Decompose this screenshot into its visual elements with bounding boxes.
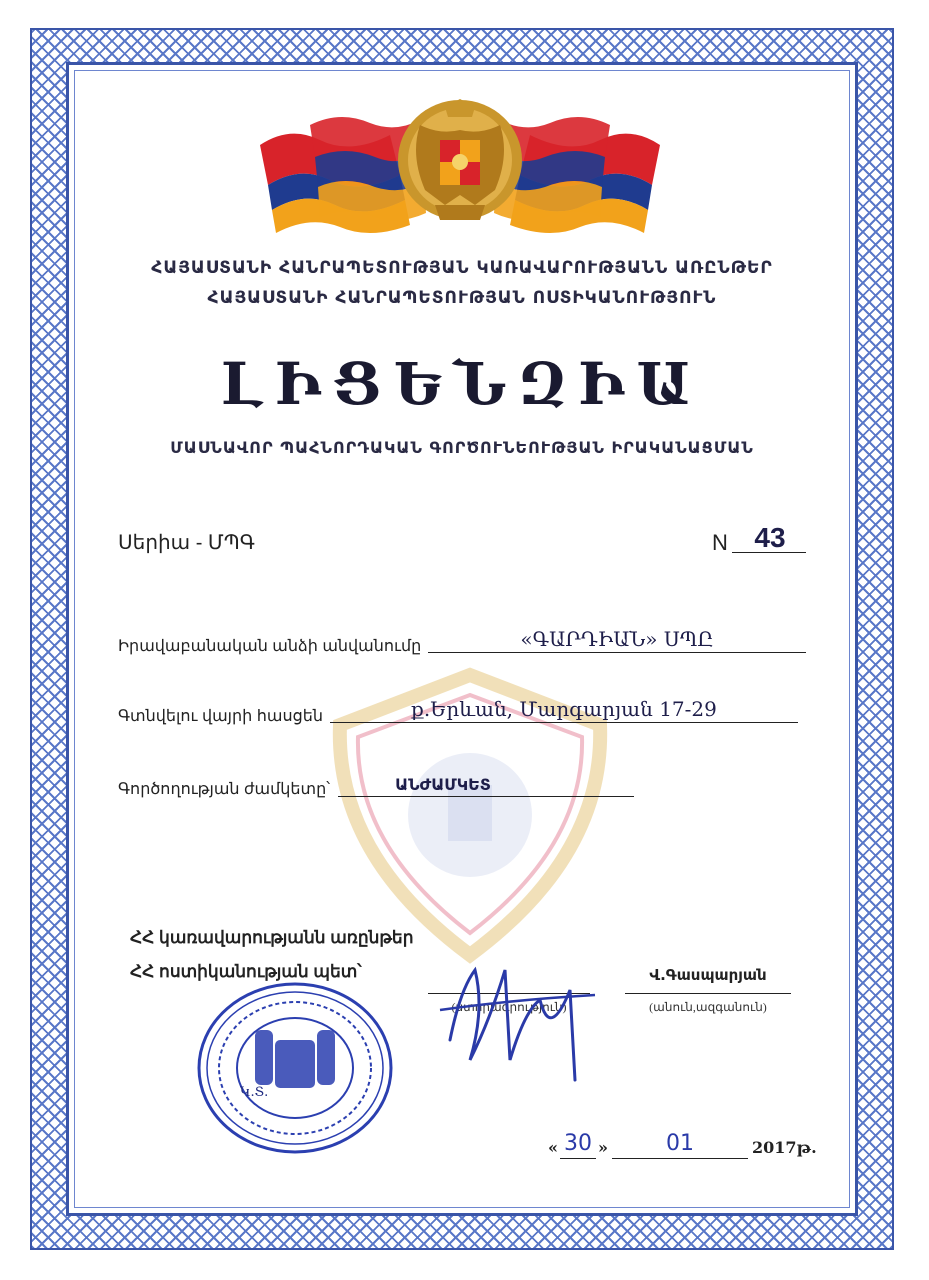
date-day-line: [560, 1158, 596, 1159]
date-month: 01: [666, 1131, 694, 1156]
signature-caption: (ստորագրություն): [451, 1000, 567, 1014]
official-round-stamp: [195, 980, 395, 1155]
signatory-line1: ՀՀ կառավարությանն առընթեր: [130, 928, 414, 947]
coat-of-arms-flags-emblem: [250, 95, 670, 235]
document-subtitle: ՄԱՍՆԱՎՈՐ ՊԱՀՆՈՐԴԱԿԱՆ ԳՈՐԾՈՒՆԵՈՒԹՅԱՆ ԻՐԱԿԱՆԱՑՄԱՆ: [170, 438, 754, 457]
entity-name-label: Իրավաբանական անձի անվանումը: [118, 638, 422, 655]
date-close-quote: »: [598, 1138, 608, 1157]
stamp-ms-text: Կ.Տ.: [240, 1085, 269, 1100]
entity-name-value: «ԳԱՐԴԻԱՆ» ՍՊԸ: [520, 627, 714, 651]
coat-of-arms-icon: [398, 99, 522, 220]
number-value: 43: [754, 522, 786, 553]
signatory-name: Վ.Գասպարյան: [649, 966, 767, 984]
term-value: ԱՆԺԱՄԿԵՏ: [395, 775, 491, 794]
date-open-quote: «: [548, 1138, 558, 1157]
name-line: [625, 993, 791, 994]
term-label: Գործողության ժամկետը՝: [118, 781, 331, 798]
term-line: [338, 796, 634, 797]
number-label: N: [712, 530, 728, 555]
header-police: ՀԱՅԱՍՏԱՆԻ ՀԱՆՐԱՊԵՏՈՒԹՅԱՆ ՈՍՏԻԿԱՆՈՒԹՅՈՒՆ: [207, 288, 717, 308]
address-label: Գտնվելու վայրի հասցեն: [118, 708, 324, 725]
header-government: ՀԱՅԱՍՏԱՆԻ ՀԱՆՐԱՊԵՏՈՒԹՅԱՆ ԿԱՌԱՎԱՐՈՒԹՅԱՆՆ ԱՌԸՆԹԵՐ: [151, 258, 773, 278]
address-value: ք.Երևան, Մարգարյան 17-29: [411, 697, 717, 721]
name-caption: (անուն,ազգանուն): [649, 1000, 767, 1014]
date-month-line: [612, 1158, 748, 1159]
document-title: ԼԻՑԵՆԶԻԱ: [220, 350, 704, 418]
entity-name-line: [428, 652, 806, 653]
handwritten-signature: [430, 950, 600, 1090]
date-day: 30: [564, 1131, 592, 1156]
address-line: [330, 722, 798, 723]
series-label: Սերիա - ՄՊԳ: [118, 532, 255, 554]
signatory-line2: ՀՀ ոստիկանության պետ՝: [130, 962, 362, 981]
date-year: 2017թ.: [752, 1138, 817, 1157]
